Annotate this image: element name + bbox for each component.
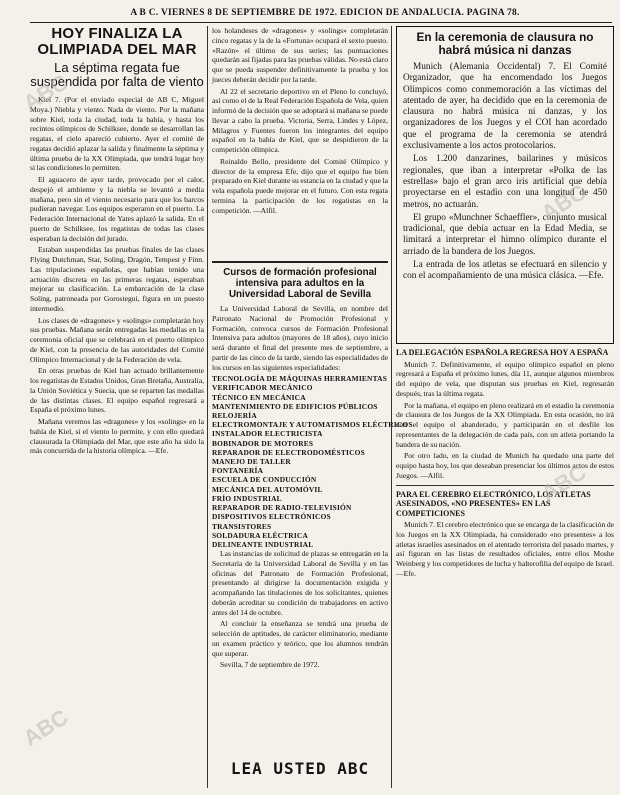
course-item: MANTENIMIENTO DE EDIFICIOS PÚBLICOS — [212, 401, 378, 411]
course-item: VERIFICADOR MECÁNICO — [212, 383, 313, 393]
course-item: SOLDADURA ELÉCTRICA — [212, 530, 308, 540]
subhead-septima-regata: La séptima regata fue suspendida por falta de viento — [30, 60, 204, 89]
column-middle — [212, 26, 413, 788]
course-outro: Las instancias de solicitud de plazas se entregarán en la Secretaría de la Universidad Laboral de Sevilla y en las oficinas del Patronato de Formación Profesional, presentando al dirigirse la documentación exigida y acompañando las titulaciones de los solicitantes, quienes deberán acreditar su condición de trabajadores en activo antes del 14 de octubre. — [212, 549, 388, 617]
box-paragraph: La entrada de los atletas se efectuará en silencio y con el acompañamiento de una música clásica. —Efe. — [403, 260, 607, 282]
abc-watermark: ABC — [18, 69, 73, 116]
course-item: MANEJO DE TALLER — [212, 457, 291, 467]
course-list — [212, 374, 413, 549]
course-item: RELOJERÍA — [212, 411, 257, 421]
course-item: ESCUELA DE CONDUCCIÓN — [212, 475, 317, 485]
dateline: Sevilla, 7 de septiembre de 1972. — [220, 660, 320, 670]
course-item: BOBINADOR DE MOTORES — [212, 438, 314, 448]
box-paragraph: Munich (Alemania Occidental) 7. El Comité Organizador, que ha encomendado los Juegos Olímpicos como conmemoración a las víctimas del atentado de ayer, ha decidido que en la ceremonia de clausura no habrá música ni danzas, y los organizadores de los Juegos y el COI han acordado que el programa de la ceremonia se atendrá exclusivamente a los actos protocolarios. — [403, 62, 607, 152]
article-paragraph: Reinaldo Bello, presidente del Comité Olímpico y director de la empresa Efe, dijo que el equipo fue bien preparado en Kiel durante su estancia en la ciudad y que la vela española puede mejorar en el futuro. Con esta regata termina la participación de los regatistas en la competición. —Alfil. — [212, 156, 388, 215]
course-item: ELECTROMONTAJE Y AUTOMATISMOS ELÉCTRICOS — [212, 420, 413, 430]
course-item: DELINEANTE INDUSTRIAL — [212, 539, 314, 549]
headline-cerebro-electronico: PARA EL CEREBRO ELECTRÓNICO, LOS ATLETAS ASESINADOS, «NO PRESENTES» EN LAS COMPETICIONES — [396, 489, 591, 518]
course-item: MECÁNICA DEL AUTOMÓVIL — [212, 484, 323, 494]
headline-cursos-formacion: Cursos de formación profesional intensiva para adultos en la Universidad Laboral de Sevilla — [223, 267, 377, 300]
abc-watermark: ABC — [536, 459, 591, 506]
box-paragraph: El grupo «Munchner Schaeffler», conjunto musical tradicional, que debía actuar en la Edad Media, se limitará a interpretar el himno olímpico durante el arriado de la bandera de los Juegos. — [403, 212, 607, 257]
top-rule — [30, 22, 612, 23]
course-item: REPARADOR DE RADIO-TELEVISIÓN — [212, 503, 352, 513]
course-item: DISPOSITIVOS ELECTRÓNICOS — [212, 512, 331, 522]
course-intro: La Universidad Laboral de Sevilla, en nombre del Patronato Nacional de Promoción Profesional y Formación, convoca cursos de Formación Profesional Intensiva para adultos (mayores de 18 años), cuyo inicio será durante el final del presente mes de septiembre, a partir de las cinco de la tarde, siendo las especialidades de los cursos en las siguientes especialidades: — [212, 304, 388, 372]
article-paragraph: Kiel 7. (Por el enviado especial de AB C, Miguel Moya.) Niebla y viento. Nada de viento. Por la mañana sobre Kiel, toda la ciudad, toda la bahía, y hasta los recintos olímpicos de Schilksee, donde se desarrollan las regatas, el cielo apareció cubierto. Ayer el comité de regatas decidió aplazar la salida y finalmente la séptima y última prueba de la XX Olimpiada, que tendrá lugar hoy si las condiciones lo permiten. — [30, 95, 204, 173]
abc-watermark: ABC — [536, 179, 591, 226]
headline-delegacion-espanola: LA DELEGACIÓN ESPAÑOLA REGRESA HOY A ESPAÑA — [396, 348, 609, 357]
lower-articles — [396, 348, 614, 788]
article-paragraph: Estaban suspendidas las pruebas finales de las clases Flying Dutchman, Star, Soling, Dragón, Tempest y Finn. Las tripulaciones españolas, que habían tenido una actuación discreta en las primeras regatas, esperaban mejorar su clasificación. La embarcación de la clase Soling, patroneada por Gorostegui, figura en un puesto intermedio. — [30, 245, 204, 313]
course-item: TÉCNICO EN MECÁNICA — [212, 392, 306, 402]
article-paragraph: los holandeses de «dragones» y «solings» completarán cinco regatas y la de la «Fortuna» ocupará el sexto puesto. «Razón» el último de sus series; las puntuaciones quedarán así fijadas para las pruebas válidas. No está claro que se pueda suspender definitivamente la prueba y los jueces deberán decidir por la tarde. — [212, 26, 388, 84]
article-paragraph: Munich 7. Definitivamente, el equipo olímpico español en pleno regresará a España el próximo lunes, día 11, aunque algunos miembros del equipo de vela, que disputan sus pruebas en Kiel, regresarán después, tras la última regata. — [396, 359, 614, 398]
course-item: TRANSISTORES — [212, 521, 272, 531]
article-paragraph: Al 22 el secretario deportivo en el Pleno lo concluyó, así como el de la Real Federación Española de Vela, quien informó de la decisión que se adoptará si mañana se puede llevar a cabo la prueba. Victoria, Serra, Lindes y López, Milagros y Fuentes fueron los integrantes del equipo español en la bahía de Kiel, que se despidieron de la competición olímpica. — [212, 86, 388, 154]
column-rule — [207, 26, 208, 788]
course-outro: Al concluir la enseñanza se tendrá una prueba de selección de aptitudes, de carácter eliminatorio, mediante un examen práctico y teórico, que los alumnos tendrán que superar. — [212, 619, 388, 658]
course-item: FRÍO INDUSTRIAL — [212, 493, 282, 503]
article-paragraph: En otras pruebas de Kiel han actuado brillantemente los regatistas de Estados Unidos, Gran Bretaña, Australia, la Unión Soviética y Suecia, que se reparten las medallas de las distintas clases. El equipo español regresará a España el próximo lunes. — [30, 366, 204, 415]
column-right — [396, 26, 614, 788]
course-item: INSTALADOR ELECTRICISTA — [212, 429, 323, 439]
column-rule — [391, 26, 392, 788]
headline-ceremonia-clausura: En la ceremonia de clausura no habrá música ni danzas — [416, 30, 594, 57]
column-left — [30, 26, 204, 788]
running-head: A B C. VIERNES 8 DE SEPTIEMBRE DE 1972. EDICION DE ANDALUCIA. PAGINA 78. — [130, 8, 520, 18]
article-paragraph: Por la mañana, el equipo en pleno realizará en el estadio la ceremonia de clausura de los Juegos de la XX Olimpiada. En esta ocasión, no irá con el equipo el abanderado, y participarán en el desfile los representantes de la delegación de cada país, con un atleta portando la bandera de su nación. — [396, 400, 614, 449]
article-paragraph: Los clases de «dragones» y «solings» completarán hoy sus pruebas. Mañana serán entregadas las medallas en la ceremonia oficial que se celebrará en el puerto olímpico de Kiel, con la presencia de las autoridades del Comité Olímpico Internacional y de la Federación de vela. — [30, 315, 204, 364]
continued-article — [212, 26, 388, 258]
lea-usted-abc-slogan: LEA USTED ABC — [230, 759, 370, 778]
article-paragraph: Munich 7. El cerebro electrónico que se encarga de la clasificación de los Juegos en la XX Olimpiada, ha considerado «no presentes» a los atletas israelíes asesinados en el atentado terrorista del pasado martes, y así figuran en las listas de resultados oficiales, entre ellos Moshe Weinberg y los competidores de lucha y halterofilia del equipo de Israel. —Efe. — [396, 520, 614, 578]
section-rule — [212, 261, 388, 263]
article-paragraph: El aguacero de ayer tarde, provocado por el calor, despejó el ambiente y la niebla se levantó a media mañana, pero sin el viento necesario para que los barcos pudieran navegar. Los equipos esperaron en el puerto. La Federación Internacional de Yates aplazó la salida. En el puerto de Schilksee, los regatistas de todas las clases esperaban la decisión del jurado. — [30, 175, 204, 243]
box-paragraph: Los 1.200 danzarines, bailarines y músicos regionales, que iban a interpretar «Polka de las estrellas» bajo el gran arco iris artificial que debía proyectarse en el estadio con una longitud de 450 metros, no actuarán. — [403, 154, 607, 210]
course-item: TECNOLOGÍA DE MÁQUINAS HERRAMIENTAS — [212, 374, 388, 384]
article-paragraph: Mañana veremos las «dragones» y los «solings» en la bahía de Kiel, si el viento lo permite, y con ello quedará clausurada la Olimpiada del Mar, que este año ha sido la más concurrida de la historia olímpica. —Efe. — [30, 417, 204, 456]
course-item: REPARADOR DE ELECTRODOMÉSTICOS — [212, 447, 365, 457]
course-item: FONTANERÍA — [212, 466, 264, 476]
headline-olimpiada-del-mar: HOY FINALIZA LA OLIMPIADA DEL MAR — [37, 25, 197, 58]
article-paragraph: Por otro lado, en la ciudad de Munich ha quedado una parte del equipo hasta hoy, los que deseaban presenciar los últimos actos de estos Juegos. —Alfil. — [396, 451, 614, 480]
abc-watermark: ABC — [18, 704, 73, 751]
